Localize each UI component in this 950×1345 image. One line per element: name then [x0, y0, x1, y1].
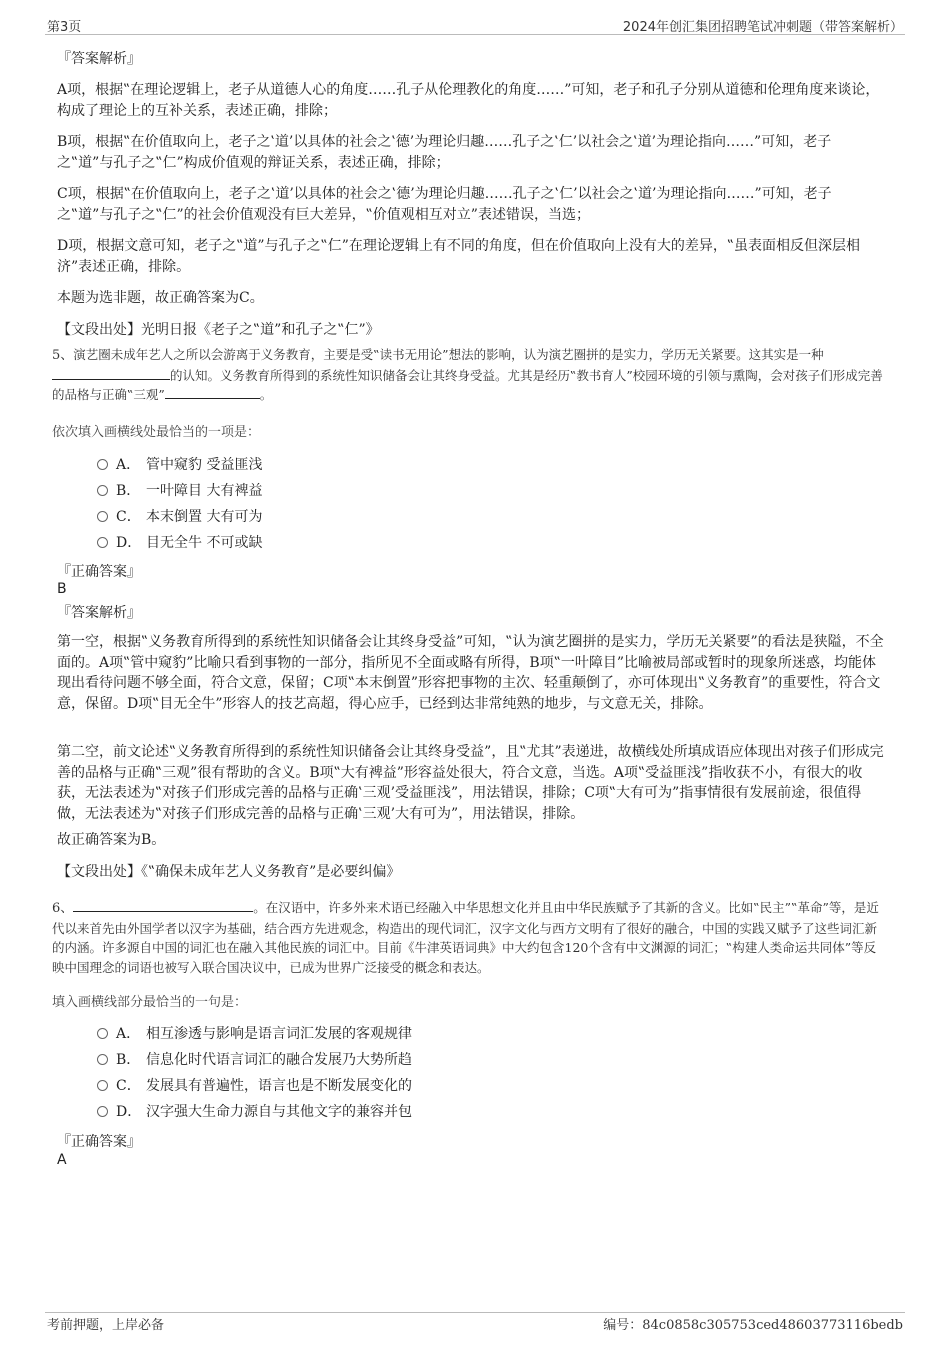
q6-prompt: 填入画横线部分最恰当的一句是：	[52, 995, 248, 1010]
q4-source: 【文段出处】光明日报《老子之‟道”和孔子之‟仁”》	[57, 322, 380, 338]
q4-analysis-label: 『答案解析』	[57, 51, 141, 67]
q5-stem-part2: 的认知。义务教育所得到的系统性知识储备会让其终身受益。尤其是经历‟教书育人”校园环境的引领与熏陶，会对孩子们形成完善的品格与正确‟三观”	[52, 367, 883, 402]
q4-analysis-d: D项，根据文意可知，老子之‟道”与孔子之‟仁”在理论逻辑上有不同的角度，但在价值取向上没有大的差异，‟虽表面相反但深层相济”表述正确，排除。	[57, 238, 861, 275]
q5-analysis-1: 第一空，根据‟义务教育所得到的系统性知识储备会让其终身受益”可知，‟认为演艺圈拼的是实力，学历无关紧要”的看法是狭隘，不全面的。A项‟管中窥豹”比喻只看到事物的一部分，指所见不全面或略有所得，B项‟一叶障目”比喻被局部或暂时的现象所迷惑，均能体现出看待问题不够全面，符合文意，保留；C项‟本末倒置”形容把事物的主次、轻重颠倒了，亦可体现出‟义务教育”的重要性，符合文意，保留。D项‟目无全牛”形容人的技艺高超，得心应手，已经到达非常纯熟的地步，与文意无关，排除。	[57, 634, 884, 712]
radio-icon[interactable]	[97, 1106, 108, 1117]
q5-answer-label: 『正确答案』	[57, 564, 141, 580]
radio-icon[interactable]	[97, 537, 108, 548]
q6-answer: A	[57, 1152, 67, 1168]
page-number: 第3页	[47, 20, 82, 35]
q6-stem	[52, 898, 887, 977]
q6-blank	[73, 899, 253, 912]
option-text: 管中窥豹 受益匪浅	[146, 457, 263, 473]
radio-icon[interactable]	[97, 459, 108, 470]
q6-option-d[interactable]	[97, 1103, 412, 1121]
q5-analysis-label: 『答案解析』	[57, 605, 141, 621]
q5-answer: B	[57, 581, 67, 597]
q4-conclusion: 本题为选非题，故正确答案为C。	[57, 290, 264, 306]
q4-analysis-b: B项，根据‟在价值取向上，老子之‛道’以具体的社会之‛德’为理论归趣……孔子之‛仁’以社会之‛道’为理论指向……”可知，老子之‟道”与孔子之‟仁”构成价值观的辩证关系，表述正确，排除；	[57, 134, 832, 171]
q5-number: 5、	[52, 348, 74, 363]
option-text: 一叶障目 大有裨益	[146, 483, 263, 499]
option-letter: B．	[116, 483, 141, 499]
radio-icon[interactable]	[97, 1028, 108, 1039]
q5-stem-part1: 演艺圈未成年艺人之所以会游离于义务教育，主要是受‟读书无用论”想法的影响，认为演艺圈拼的是实力，学历无关紧要。这其实是一种	[73, 347, 824, 362]
q5-blank-2	[165, 386, 260, 399]
q5-source: 【文段出处】《‟确保未成年艺人义务教育”是必要纠偏》	[57, 864, 401, 880]
document-id: 编号：84c0858c305753ced48603773116bedb	[603, 1318, 903, 1333]
option-text: 相互渗透与影响是语言词汇发展的客观规律	[146, 1026, 412, 1042]
q5-stem	[52, 345, 887, 405]
option-text: 汉字强大生命力源自与其他文字的兼容并包	[146, 1104, 412, 1120]
page-header	[45, 14, 905, 35]
option-letter: A．	[116, 457, 141, 473]
q4-analysis-a: A项，根据‟在理论逻辑上，老子从道德人心的角度……孔子从伦理教化的角度……”可知，老子和孔子分别从道德和伦理角度来谈论，构成了理论上的互补关系，表述正确，排除；	[57, 82, 880, 119]
q6-option-c[interactable]	[97, 1077, 412, 1095]
option-letter: C．	[116, 1078, 141, 1094]
radio-icon[interactable]	[97, 511, 108, 522]
q5-option-b[interactable]	[97, 482, 262, 500]
q4-analysis-c: C项，根据‟在价值取向上，老子之‛道’以具体的社会之‛德’为理论归趣……孔子之‛仁’以社会之‛道’为理论指向……”可知，老子之‟道”与孔子之‟仁”的社会价值观没有巨大差异，‟价值观相互对立”表述错误，当选；	[57, 186, 832, 223]
q6-answer-label: 『正确答案』	[57, 1134, 141, 1150]
option-letter: D．	[116, 1104, 142, 1120]
option-letter: A．	[116, 1026, 141, 1042]
q6-option-b[interactable]	[97, 1051, 412, 1069]
q5-conclusion: 故正确答案为B。	[57, 832, 166, 848]
q5-stem-part3: 。	[259, 387, 273, 402]
page-footer	[45, 1312, 905, 1333]
q5-option-d[interactable]	[97, 534, 262, 552]
q5-blank-1	[52, 367, 170, 380]
q5-prompt: 依次填入画横线处最恰当的一项是：	[52, 425, 261, 440]
option-text: 目无全牛 不可或缺	[146, 535, 263, 551]
radio-icon[interactable]	[97, 1080, 108, 1091]
q6-option-a[interactable]	[97, 1025, 412, 1043]
q5-option-a[interactable]	[97, 456, 262, 474]
option-letter: D．	[116, 535, 142, 551]
radio-icon[interactable]	[97, 485, 108, 496]
radio-icon[interactable]	[97, 1054, 108, 1065]
option-text: 本末倒置 大有可为	[146, 509, 263, 525]
q6-number: 6、	[52, 901, 74, 916]
footer-slogan: 考前押题，上岸必备	[47, 1318, 165, 1333]
option-text: 信息化时代语言词汇的融合发展乃大势所趋	[146, 1052, 412, 1068]
q5-analysis-2: 第二空，前文论述‟义务教育所得到的系统性知识储备会让其终身受益”，且‟尤其”表递进，故横线处所填成语应体现出对孩子们形成完善的品格与正确‟三观”很有帮助的含义。B项‟大有裨益”形容益处很大，符合文意，当选。A项‟受益匪浅”指收获不小，有很大的收获，无法表述为‟对孩子们形成完善的品格与正确‛三观’受益匪浅”，用法错误，排除；C项‟大有可为”指事情很有发展前途，很值得做，无法表述为‟对孩子们形成完善的品格与正确‛三观’大有可为”，用法错误，排除。	[57, 744, 884, 822]
q6-stem-text: 。在汉语中，许多外来术语已经融入中华思想文化并且由中华民族赋予了其新的含义。比如‟民主”‟革命”等，是近代以来首先由外国学者以汉字为基础，结合西方先进观念，构造出的现代词汇，汉字文化与西方文明有了很好的融合，中国的实践又赋予了这些词汇新的内涵。许多源自中国的词汇也在融入其他民族的词汇中。目前《牛津英语词典》中大约包含120个含有中文渊源的词汇；‟构建人类命运共同体”等反映中国理念的词语也被写入联合国决议中，已成为世界广泛接受的概念和表达。	[52, 900, 879, 975]
option-text: 发展具有普遍性，语言也是不断发展变化的	[146, 1078, 412, 1094]
document-title: 2024年创汇集团招聘笔试冲刺题（带答案解析）	[622, 20, 903, 35]
q5-option-c[interactable]	[97, 508, 262, 526]
option-letter: C．	[116, 509, 141, 525]
option-letter: B．	[116, 1052, 141, 1068]
